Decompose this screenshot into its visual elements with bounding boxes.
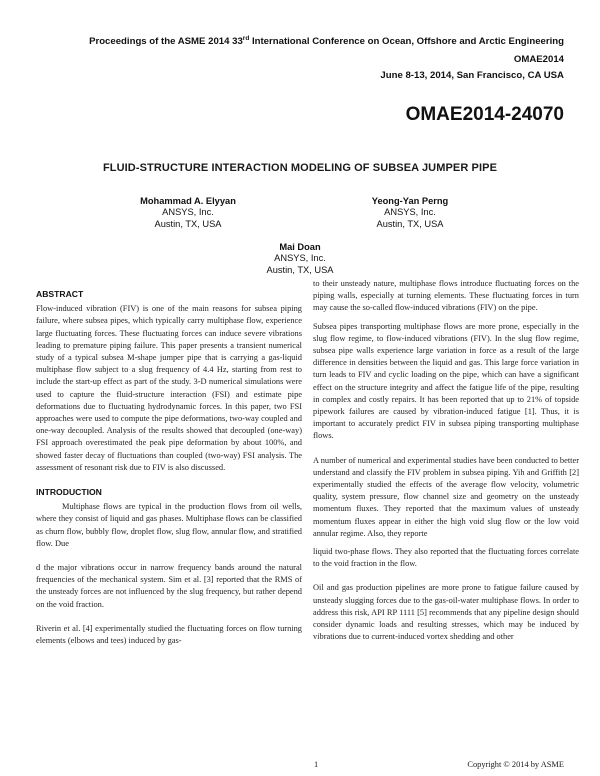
author-org: ANSYS, Inc. (384, 207, 436, 218)
author-location: Austin, TX, USA (376, 218, 444, 229)
author-org: ANSYS, Inc. (162, 207, 214, 218)
author-location: Austin, TX, USA (154, 218, 222, 229)
author-block (335, 196, 485, 230)
author-location: Austin, TX, USA (266, 264, 334, 275)
author-name: Mohammad A. Elyyan (140, 196, 236, 206)
intro-paragraph: d the major vibrations occur in narrow frequency bands around the natural frequencies of the mechanical system. Sim et al. [3] reported that the RMS of the unsteady forces are not influenced by the slug frequency, but rather depend on the void fraction. (36, 563, 302, 609)
conference-prefix: Proceedings of the ASME 2014 33 (89, 36, 243, 48)
body-paragraph: liquid two-phase flows. They also reported that the fluctuating forces correlate to the void fraction in the flow. (313, 547, 579, 569)
author-org: ANSYS, Inc. (274, 253, 326, 264)
conference-sup: rd (242, 35, 250, 42)
introduction-heading: INTRODUCTION (36, 487, 102, 498)
author-block (225, 242, 375, 276)
author-name: Yeong-Yan Perng (371, 196, 449, 206)
intro-paragraph: Multiphase flows are typical in the production flows from oil wells, where they consist of liquid and gas phases. Multiphase flows can be classified as churn flow, bubbly flow, droplet flow, slug flow, annular flow, and stratified flow. Due (36, 502, 302, 548)
body-paragraph: Subsea pipes transporting multiphase flows are more prone, especially in the slug flow regime, to flow-induced vibrations (FIV). In the slug flow regime, subsea pipe walls experience large variation in force as a result of the large difference in densities between the liquid and gas. This large force variation in turn leads to FIV and cyclic loading on the pipe, which can have a significant effect on the structure integrity and affect the fatigue life of the pipe, resulting in complex and costly repairs. It has been reported that up to 21% of topside pipework failures are caused by vibration-induced fatigue [1]. Thus, it is important to accurately predict FIV in subsea piping transporting multiphase flows. (313, 321, 579, 441)
body-paragraph: A number of numerical and experimental studies have been conducted to better understand and classify the FIV problem in subsea piping. Yih and Griffith [2] experimentally studied the effects of the average flow velocity, volumetric quality, system pressure, flow channel size and geometry on the unsteady momentum fluxes. They reported that the maximum values of unsteady momentum fluxes appear in either the high void slug flow or the low void annular regime. Also, they reporte (313, 455, 579, 538)
conference-short-name: OMAE2014 (513, 54, 564, 65)
conference-line (89, 35, 564, 48)
body-paragraph: Oil and gas production pipelines are more prone to fatigue failure caused by unsteady slugging forces due to the gas-oil-water multiphase flows. In order to address this risk, API RP 1111 [5] recommends that any pipeline design should consider dynamic loads and resulting stresses, which may be induced by vibrations due to current-induced vortex shedding and other (313, 583, 579, 642)
left-column (36, 288, 302, 647)
paper-id: OMAE2014-24070 (405, 104, 564, 125)
abstract-heading: ABSTRACT (36, 289, 84, 299)
right-column (313, 278, 579, 643)
conference-suffix: International Conference on Ocean, Offshore and Arctic Engineering (249, 36, 564, 48)
copyright-notice: Copyright © 2014 by ASME (467, 760, 564, 769)
page-number: 1 (314, 760, 319, 769)
author-name: Mai Doan (279, 242, 321, 252)
intro-paragraph: Riverin et al. [4] experimentally studied the fluctuating forces on flow turning elements (elbows and tees) induced by gas- (36, 623, 302, 646)
conference-dates: June 8-13, 2014, San Francisco, CA USA (380, 70, 564, 81)
abstract-text: Flow-induced vibration (FIV) is one of the main reasons for subsea piping failure, where subsea pipes, which typically carry multiphase flow, experience large fluctuating forces. These fluctuating forces can induce severe vibrations leading to premature piping failure. This paper presents a transient numerical study of a typical subsea M-shape jumper pipe that is carrying a gas-liquid multiphase flow subject to a slug frequency of 4.4 Hz, starting from rest to include the start-up effect as part of the study. 3-D numerical simulations were used to capture the fluid-structure interaction (FSI) and estimate pipe deformations due to fluctuating hydrodynamic forces. In this paper, two FSI approaches were used to compute the pipe deformations, two-way coupled and one-way decoupled. Analysis of the results showed that decoupled (one-way) FSI approach overestimated the peak pipe deformation by about 100%, and showed faster decay of fluctuations than coupled (two-way) FSI analysis. The assessment of resonant risk due to FIV is also discussed. (36, 304, 302, 472)
paper-title: FLUID-STRUCTURE INTERACTION MODELING OF SUBSEA JUMPER PIPE (102, 162, 498, 174)
author-block (113, 196, 263, 230)
body-paragraph: to their unsteady nature, multiphase flows introduce fluctuating forces on the piping walls, especially at turning elements. These fluctuating forces in turn may cause the so-called flow-induced vibrations (FIV) on the pipe. (313, 279, 579, 313)
